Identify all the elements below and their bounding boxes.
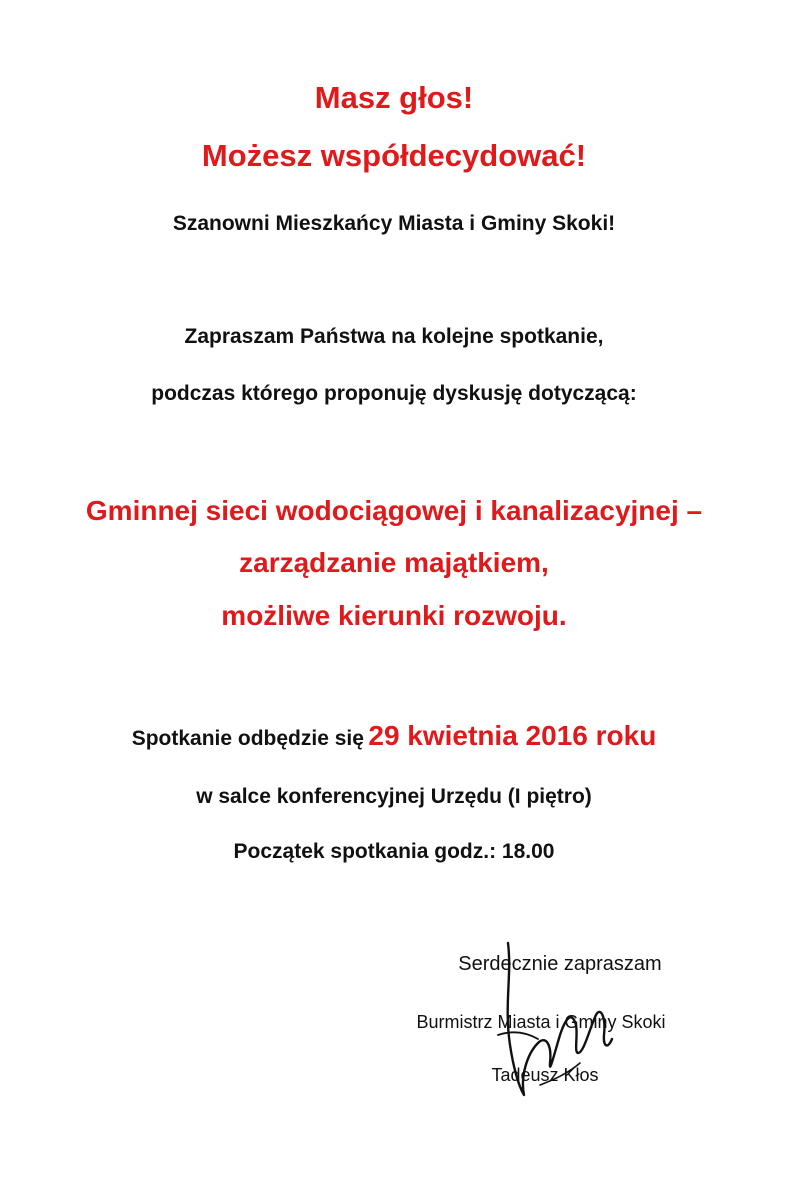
meeting-time: Początek spotkania godz.: 18.00 xyxy=(233,840,555,863)
closing-role: Burmistrz Miasta i Gminy Skoki xyxy=(416,1012,666,1032)
meeting-date-prefix: Spotkanie odbędzie się xyxy=(131,727,364,750)
invitation-line-2: podczas którego proponuję dyskusję dotyczącą: xyxy=(151,382,637,405)
header-line-1: Masz głos! xyxy=(314,80,474,115)
invitation-line-1: Zapraszam Państwa na kolejne spotkanie, xyxy=(184,325,604,348)
topic-line-3: możliwe kierunki rozwoju. xyxy=(221,600,567,631)
header-line-2: Możesz współdecydować! xyxy=(201,138,587,173)
meeting-place: w salce konferencyjnej Urzędu (I piętro) xyxy=(196,785,592,808)
meeting-date-line xyxy=(0,720,788,752)
topic-line-2: zarządzanie majątkiem, xyxy=(239,547,549,578)
closing-name: Tadeusz Kłos xyxy=(491,1065,599,1085)
topic-line-1: Gminnej sieci wodociągowej i kanalizacyjnej – xyxy=(85,495,703,526)
greeting: Szanowni Mieszkańcy Miasta i Gminy Skoki! xyxy=(172,212,616,235)
meeting-date: 29 kwietnia 2016 roku xyxy=(368,720,657,751)
closing-greeting: Serdecznie zapraszam xyxy=(458,953,662,975)
